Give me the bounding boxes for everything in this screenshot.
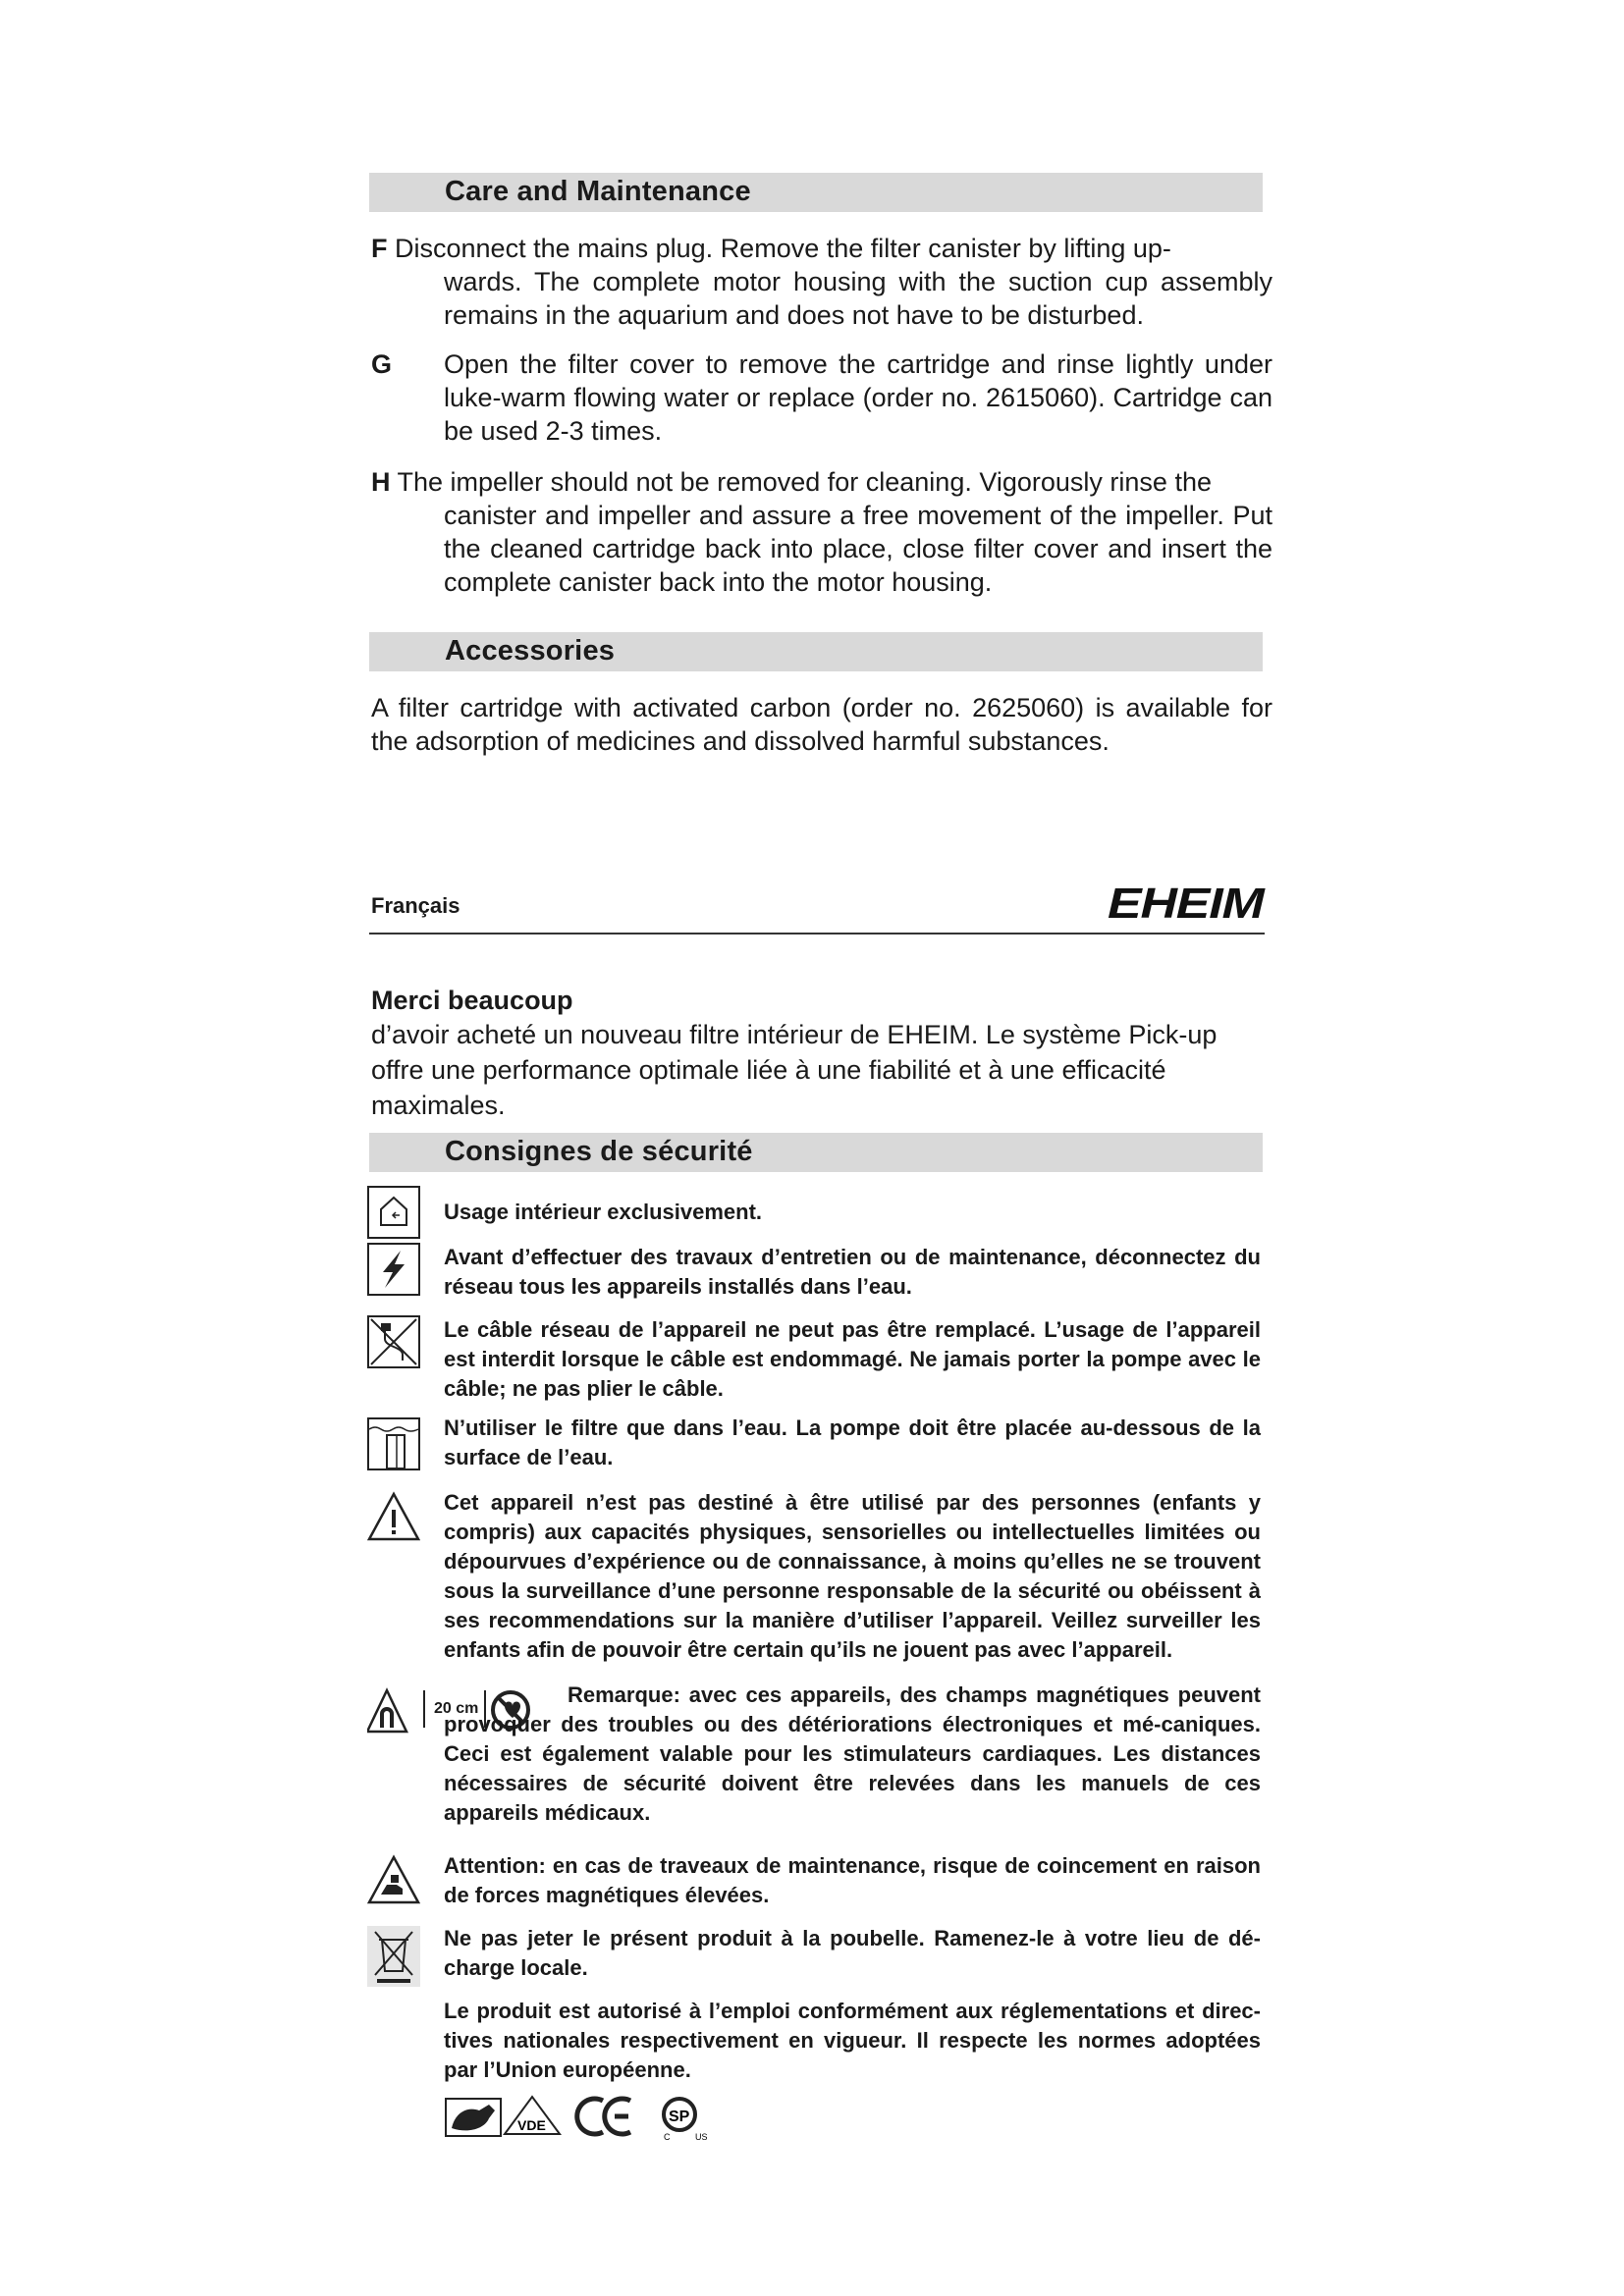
warning-triangle-icon: [367, 1490, 420, 1543]
care-item-f-first: Disconnect the mains plug. Remove the filter canister by lifting up-: [395, 234, 1171, 263]
safety-text-crush: Attention: en cas de traveaux de maintenance, risque de coincement en raison de forces magnétiques élevées.: [444, 1853, 1261, 1907]
merci-heading: Merci beaucoup: [371, 986, 573, 1015]
safety-text-cable: Le câble réseau de l’appareil ne peut pas être remplacé. L’usage de l’appareil est interdit lorsque le câble est endommagé. Ne jamais porter la pompe avec le câble; ne pas plier le câble.: [444, 1317, 1261, 1401]
care-item-f-rest: wards. The complete motor housing with the suction cup assembly remains in the aquarium and does not have to be disturbed.: [444, 267, 1272, 330]
care-heading-bar: [369, 173, 1263, 212]
care-item-f: [371, 232, 1272, 332]
item-label-g: G: [371, 349, 393, 379]
item-label-h: H: [371, 467, 391, 497]
safety-text-indoor: Usage intérieur exclusivement.: [444, 1200, 763, 1224]
accessories-text: A filter cartridge with activated carbon (order no. 2625060) is available for the adsorption of medicines and dissolved harmful substances.: [371, 693, 1272, 756]
crossed-bin-icon: [367, 1926, 420, 1987]
safety-text-approval: Le produit est autorisé à l’emploi conformément aux réglementations et direc-tives nationales respectivement en vigueur. Il respecte les normes adoptées par l’Union européenne.: [444, 1999, 1261, 2082]
accessories-heading: Accessories: [445, 635, 616, 667]
safety-text-disposal: Ne pas jeter le présent produit à la poubelle. Ramenez-le à votre lieu de dé-charge locale.: [444, 1926, 1261, 1980]
care-item-h-first: The impeller should not be removed for cleaning. Vigorously rinse the: [397, 467, 1212, 497]
indoor-house-icon: [367, 1186, 420, 1239]
svg-text:C: C: [664, 2132, 671, 2142]
divider: [369, 933, 1265, 934]
accessories-heading-bar: [369, 632, 1263, 671]
svg-text:US: US: [695, 2132, 708, 2142]
care-item-h-rest: canister and impeller and assure a free movement of the impeller. Put the cleaned cartridge back into place, close filter cover and insert the complete canister back into the motor housing.: [444, 501, 1272, 597]
safety-text-disconnect: Avant d’effectuer des travaux d’entretien ou de maintenance, déconnectez du réseau tous les appareils installés dans l’eau.: [444, 1245, 1261, 1299]
distance-label: 20 cm: [434, 1700, 479, 1717]
cable-crossed-icon: [367, 1315, 420, 1368]
svg-text:VDE: VDE: [517, 2117, 546, 2133]
hand-crush-icon: [367, 1853, 420, 1906]
safety-text-persons: Cet appareil n’est pas destiné à être utilisé par des personnes (enfants y compris) aux capacités physiques, sensorielles ou intellectuelles limitées ou dépourvues d’expérience ou de connaissance, à moins qu’elles ne se trouvent sous la surveillance d’une personne responsable de la sécurité ou obéissent à ses recommendations sur la manière d’utiliser l’appareil. Veillez surveiller les enfants afin de pouvoir être certain qu’ils ne jouent pas avec l’appareil.: [444, 1490, 1261, 1662]
safety-heading: Consignes de sécurité: [445, 1136, 753, 1167]
water-tank-icon: [367, 1417, 420, 1470]
language-label: Français: [371, 893, 460, 918]
svg-text:SP: SP: [669, 2109, 690, 2125]
certification-marks-icon: [444, 2089, 729, 2144]
lightning-icon: [367, 1243, 420, 1296]
care-heading: Care and Maintenance: [445, 176, 751, 207]
safety-text-magnetic: Remarque: avec ces appareils, des champs magnétiques peuvent provoquer des troubles ou des détériorations électroniques et mé-caniques. Ceci est également valable pour les stimulateurs cardiaques. Les distances nécessaires de sécurité doivent être relevées dans les manuels de ces appareils médicaux.: [444, 1682, 1261, 1825]
eheim-logo: EHEIM: [1108, 880, 1264, 928]
merci-text: d’avoir acheté un nouveau filtre intérieur de EHEIM. Le système Pick-up offre une performance optimale liée à une fiabilité et à une efficacité maximales.: [371, 1020, 1218, 1120]
item-label-f: F: [371, 234, 388, 263]
care-item-g-text: Open the filter cover to remove the cartridge and rinse lightly under luke-warm flowing water or replace (order no. 2615060). Cartridge can be used 2-3 times.: [444, 349, 1272, 446]
safety-heading-bar: [369, 1133, 1263, 1172]
care-item-h: [371, 465, 1272, 599]
safety-text-water: N’utiliser le filtre que dans l’eau. La pompe doit être placée au-dessous de la surface de l’eau.: [444, 1415, 1261, 1469]
